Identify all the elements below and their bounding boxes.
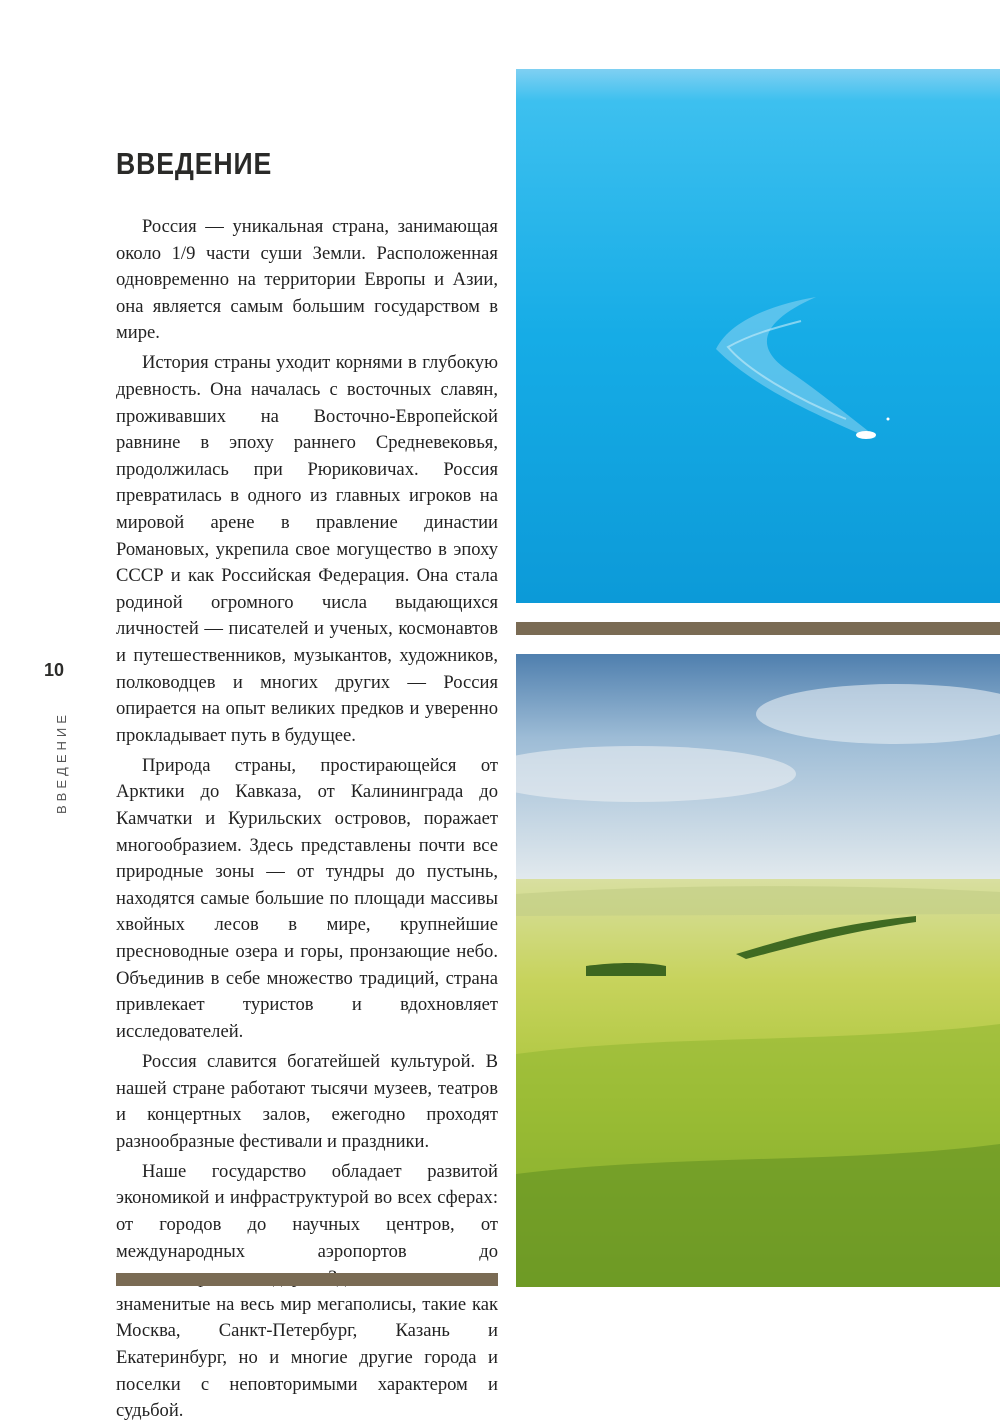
paragraph-2: История страны уходит корнями в глубокую древность. Она началась с восточных славян, проживавших на Восточно-Европейской равнине в эпоху раннего Средневековья, продолжилась при Рюриковичах. Россия превратилась в одного из главных игроков на мировой арене в правление династии Романовых, укрепила свое могущество в эпоху СССР и как Российская Федерация. Она стала родиной огромного числа выдающихся личностей — писателей и ученых, космонавтов и путешественников, музыкантов, художников, полководцев и многих других — Россия опирается на опыт великих предков и уверенно прокладывает путь в будущее. <box>116 352 498 746</box>
steppe-photo-illustration <box>516 654 1000 1287</box>
divider-bar-bottom <box>116 1273 498 1286</box>
paragraph-5: Наше государство обладает развитой экономикой и инфраструктурой во всех сферах: от городов до научных центров, от международных аэропортов до знаменитые на весь мир мегаполисы, такие как Москва, Санкт-Петербург, Казань и Екатеринбург, но и многие другие города и поселки с неповторимыми характером и судьбой. <box>116 1160 498 1422</box>
paragraph-3: Природа страны, простирающейся от Арктики до Кавказа, от Калининграда до Камчатки и Курильских островов, поражает многообразием. Здесь представлены почти все природные зоны — от тундры до пустынь, находятся самые большие по площади массивы хвойных лесов в мире, крупнейшие пресноводные озера и горы, пронзающие небо. Объединив в себе множество традиций, страна привлекает туристов и вдохновляет исследователей. <box>116 754 498 1042</box>
sea-photo <box>516 69 1000 603</box>
page-heading: ВВЕДЕНИЕ <box>116 146 273 181</box>
body-text <box>116 214 498 1425</box>
running-head: ВВЕДЕНИЕ <box>54 711 69 814</box>
page-number: 10 <box>43 660 65 680</box>
paragraph-1: Россия — уникальная страна, занимающая около 1/9 части суши Земли. Расположенная одновременно на территории Европы и Азии, она является самым большим государством в мире. <box>116 216 498 344</box>
steppe-photo <box>516 654 1000 1287</box>
sea-photo-illustration <box>516 69 1000 603</box>
paragraph-4: Россия славится богатейшей культурой. В нашей стране работают тысячи музеев, театров и концертных залов, ежегодно проходят разнообразные фестивали и праздники. <box>116 1050 498 1152</box>
divider-bar-middle <box>516 622 1000 635</box>
